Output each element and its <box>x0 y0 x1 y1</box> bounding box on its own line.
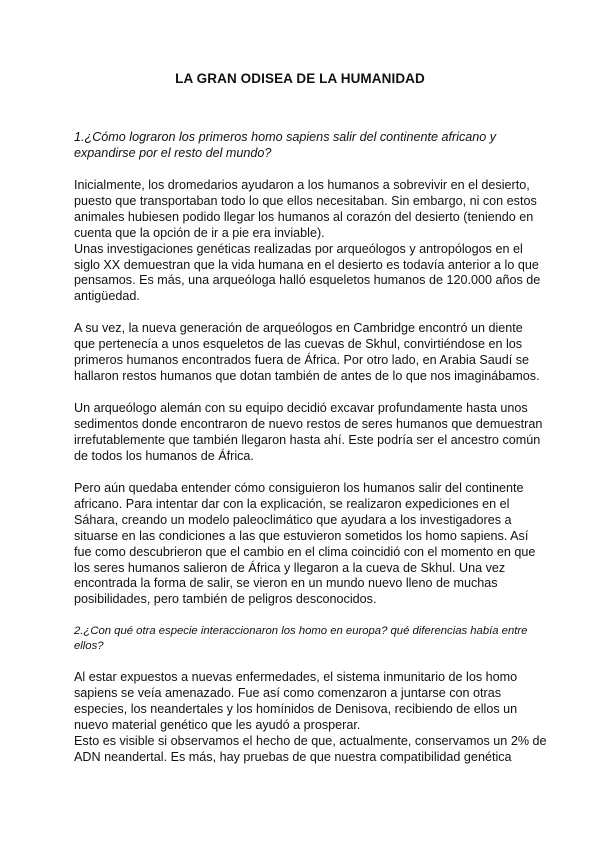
text-line: Sáhara, creando un modelo paleoclimático que ayudara a los investigadores a <box>74 512 512 527</box>
text-line: que pertenecía a unos esqueletos de las cuevas de Skhul, convirtiéndose en los <box>74 336 523 351</box>
text-line: puesto que transportaban todo lo que ellos necesitaban. Sin embargo, ni con estos <box>74 193 537 208</box>
text-line: situarse en las condiciones a las que estuvieron sometidos los homo sapiens. Así <box>74 528 529 543</box>
text-line: africano. Para intentar dar con la explicación, se realizaron expediciones en el <box>74 496 510 511</box>
text-line: sedimentos donde encontraron de nuevo restos de seres humanos que demuestran <box>74 416 543 431</box>
text-line: Al estar expuestos a nuevas enfermedades, el sistema inmunitario de los homo <box>74 670 518 684</box>
paragraph-4 <box>74 481 536 608</box>
text-line: cuenta que la opción de ir a pie era inviable). <box>74 225 325 240</box>
question-line: 1.¿Cómo lograron los primeros homo sapiens salir del continente africano y <box>74 130 497 144</box>
text-line: Inicialmente, los dromedarios ayudaron a los humanos a sobrevivir en el desierto, <box>74 178 530 192</box>
text-line: hallaron restos humanos que dotan también de antes de lo que nos imaginábamos. <box>74 368 540 383</box>
text-line: A su vez, la nueva generación de arqueólogos en Cambridge encontró un diente <box>74 321 523 335</box>
text-line: antigüedad. <box>74 289 140 304</box>
text-line: ADN neandertal. Es más, hay pruebas de que nuestra compatibilidad genética <box>74 749 512 764</box>
paragraph-5 <box>74 670 547 765</box>
text-line: Unas investigaciones genéticas realizadas por arqueólogos y antropólogos en el <box>74 241 523 256</box>
question-line: ellos? <box>74 639 104 652</box>
question-line: expandirse por el resto del mundo? <box>74 146 272 160</box>
question-line: 2.¿Con qué otra especie interaccionaron los homo en europa? qué diferencias había entre <box>74 625 528 637</box>
text-line: fue como descubrieron que el cambio en el clima coincidió con el momento en que <box>74 544 536 559</box>
text-line: siglo XX demuestran que la vida humana en el desierto es todavía anterior a lo que <box>74 257 539 272</box>
text-line: los seres humanos salieron de África y llegaron a la cueva de Skhul. Una vez <box>74 560 506 575</box>
text-line: irrefutablemente que también llegaron hasta ahí. Este podría ser el ancestro común <box>74 432 541 447</box>
text-line: pensamos. Es más, una arqueóloga halló esqueletos humanos de 120.000 años de <box>74 273 541 288</box>
text-line: Un arqueólogo alemán con su equipo decidió excavar profundamente hasta unos <box>74 401 528 415</box>
document-title: LA GRAN ODISEA DE LA HUMANIDAD <box>175 71 425 86</box>
text-line: Pero aún quedaba entender cómo consiguieron los humanos salir del continente <box>74 481 524 495</box>
text-line: sapiens se veía amenazado. Fue así como comenzaron a juntarse con otras <box>74 685 502 700</box>
paragraph-2 <box>74 321 540 385</box>
text-line: Esto es visible si observamos el hecho de que, actualmente, conservamos un 2% de <box>74 733 547 748</box>
text-line: posibilidades, pero también de peligros desconocidos. <box>74 592 377 607</box>
paragraph-3 <box>74 401 543 465</box>
text-line: primeros humanos encontrados fuera de África. Por otro lado, en Arabia Saudí se <box>74 352 530 367</box>
text-line: encontrada la forma de salir, se vieron en un mundo nuevo lleno de muchas <box>74 576 498 591</box>
text-line: de todos los humanos de África. <box>74 448 254 463</box>
paragraph-1 <box>74 178 541 305</box>
text-line: especies, los neandertales y los homínidos de Denisova, recibiendo de ellos un <box>74 701 518 716</box>
text-line: nuevo material genético que les ayudó a prosperar. <box>74 717 361 732</box>
question-1 <box>74 129 534 161</box>
text-line: animales hubiesen podido llegar los humanos al corazón del desierto (teniendo en <box>74 209 534 224</box>
question-2 <box>74 624 534 653</box>
